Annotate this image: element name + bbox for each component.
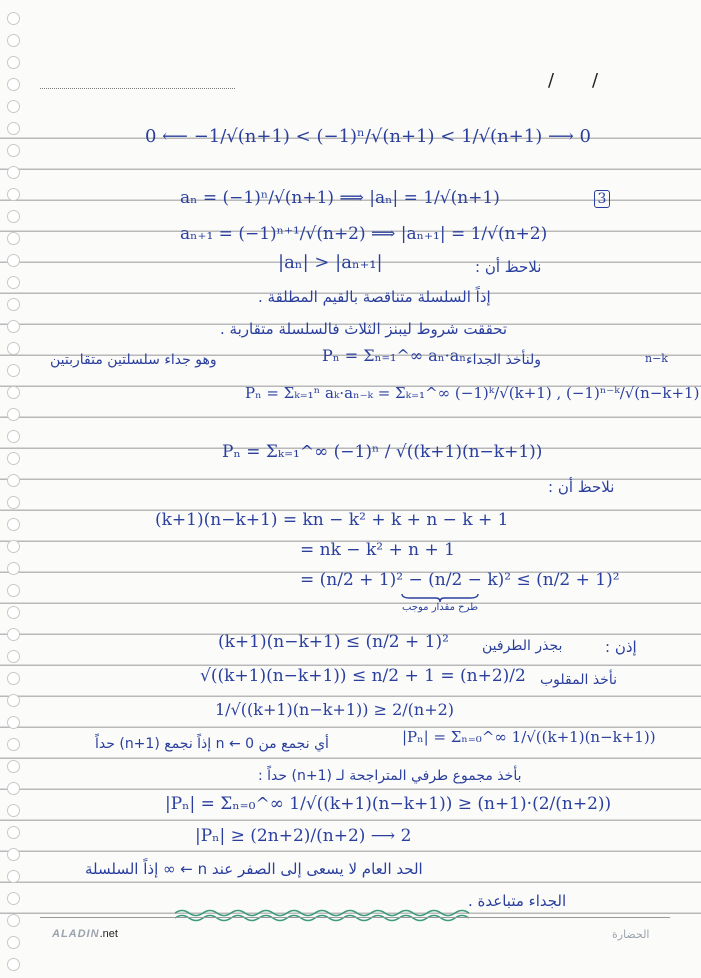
abs-pn-sum: |Pₙ| = Σₙ₌₀^∞ 1/√((k+1)(n−k+1))	[402, 728, 656, 746]
footer-rule	[40, 917, 670, 918]
binder-hole	[7, 584, 20, 597]
binder-hole	[7, 12, 20, 25]
abs-compare: |aₙ| > |aₙ₊₁|	[278, 252, 383, 273]
binder-hole	[7, 298, 20, 311]
binder-hole	[7, 650, 20, 663]
binder-hole	[7, 848, 20, 861]
binder-hole	[7, 892, 20, 905]
an1-definition: aₙ₊₁ = (−1)ⁿ⁺¹/√(n+2) ⟹ |aₙ₊₁| = 1/√(n+2)	[180, 224, 548, 244]
underbrace-label: طرح مقدار موجب	[402, 602, 479, 613]
note-heading-1: نلاحظ أن :	[475, 258, 542, 276]
cauchy-text-right: وهو جداء سلسلتين متقاربتين	[50, 352, 217, 368]
binder-hole	[7, 628, 20, 641]
binder-hole	[7, 100, 20, 113]
limit-line: |Pₙ| ≥ (2n+2)/(n+2) ⟶ 2	[195, 826, 412, 846]
final-conclusion-1: الحد العام لا يسعى إلى الصفر عند n ← ∞ إذاً السلسلة	[85, 860, 423, 878]
conclusion-leibniz: تحققت شروط ليبنز الثلاث فالسلسلة متقاربة .	[220, 320, 508, 338]
binder-hole	[7, 408, 20, 421]
an-definition: aₙ = (−1)ⁿ/√(n+1) ⟹ |aₙ| = 1/√(n+1)	[180, 188, 500, 208]
binder-hole	[7, 188, 20, 201]
cauchy-text-left: ولنأخذ الجداء	[466, 352, 541, 368]
binder-hole	[7, 606, 20, 619]
binder-hole	[7, 474, 20, 487]
pn-sum: Pₙ = Σₖ₌₁^∞ (−1)ⁿ / √((k+1)(n−k+1))	[222, 442, 543, 462]
binder-hole	[7, 694, 20, 707]
pn-expansion: Pₙ = Σₖ₌₁ⁿ aₖ·aₙ₋ₖ = Σₖ₌₁^∞ (−1)ᵏ/√(k+1) , (−1)ⁿ⁻ᵏ/√(n−k+1)	[245, 384, 700, 402]
binder-hole	[7, 782, 20, 795]
binder-hole	[7, 210, 20, 223]
expansion-line-2: = nk − k² + n + 1	[300, 540, 455, 560]
expansion-line-3: = (n/2 + 1)² − (n/2 − k)² ≤ (n/2 + 1)²	[300, 570, 620, 590]
reciprocal-inequality: 1/√((k+1)(n−k+1)) ≥ 2/(n+2)	[215, 700, 455, 719]
binder-hole	[7, 254, 20, 267]
binder-hole	[7, 518, 20, 531]
binder-hole	[7, 760, 20, 773]
term-label: n−k	[645, 352, 668, 365]
binder-hole	[7, 232, 20, 245]
binder-holes	[2, 0, 24, 978]
binder-hole	[7, 430, 20, 443]
section-number-badge: 3	[594, 190, 610, 208]
conclusion-decreasing: إذاً السلسلة متناقصة بالقيم المطلقة .	[258, 288, 491, 306]
binder-hole	[7, 78, 20, 91]
binder-hole	[7, 166, 20, 179]
binder-hole	[7, 364, 20, 377]
note-heading-2: نلاحظ أن :	[548, 478, 615, 496]
binder-hole	[7, 320, 20, 333]
binder-hole	[7, 122, 20, 135]
cauchy-product-def: Pₙ = Σₙ₌₁^∞ aₙ·aₙ	[322, 346, 467, 365]
sum-both-sides-note: بأخذ مجموع طرفي المتراجحة لـ (n+1) حداً :	[258, 768, 522, 784]
binder-hole	[7, 870, 20, 883]
binder-hole	[7, 804, 20, 817]
binder-hole	[7, 914, 20, 927]
binder-hole	[7, 562, 20, 575]
binder-hole	[7, 958, 20, 971]
binder-hole	[7, 738, 20, 751]
binder-hole	[7, 144, 20, 157]
binder-hole	[7, 672, 20, 685]
binder-hole	[7, 386, 20, 399]
date-slash-1: /	[548, 70, 555, 91]
binder-hole	[7, 716, 20, 729]
binder-hole	[7, 826, 20, 839]
sqrt-inequality: √((k+1)(n−k+1)) ≤ n/2 + 1 = (n+2)/2	[200, 666, 526, 686]
binder-hole	[7, 936, 20, 949]
binder-hole	[7, 56, 20, 69]
underbrace	[400, 592, 480, 602]
brand-mark: الحضارة	[612, 928, 650, 941]
inequality-line: 0 ⟵ −1/√(n+1) < (−1)ⁿ/√(n+1) < 1/√(n+1) ⟶ 0	[145, 126, 591, 147]
expansion-line-1: (k+1)(n−k+1) = kn − k² + k + n − k + 1	[155, 510, 509, 530]
sqrt-both-sides-note: بجذر الطرفين	[482, 638, 563, 654]
date-slash-2: /	[592, 70, 599, 91]
page-footer-area	[0, 916, 701, 978]
decorative-wave	[175, 908, 475, 922]
binder-hole	[7, 452, 20, 465]
abs-pn-inequality: |Pₙ| = Σₙ₌₀^∞ 1/√((k+1)(n−k+1)) ≥ (n+1)·(2/(n+2))	[165, 794, 612, 814]
page-header-area	[0, 0, 701, 110]
binder-hole	[7, 342, 20, 355]
binder-hole	[7, 34, 20, 47]
binder-hole	[7, 540, 20, 553]
binder-hole	[7, 496, 20, 509]
binder-hole	[7, 276, 20, 289]
therefore-label: إذن :	[605, 638, 637, 656]
reciprocal-note: نأخذ المقلوب	[540, 672, 617, 688]
header-dotted-line	[40, 88, 235, 89]
square-inequality: (k+1)(n−k+1) ≤ (n/2 + 1)²	[218, 632, 449, 652]
aladin-logo: ALADIN.net	[52, 928, 118, 940]
sum-count-note: أي نجمع من 0 ← n إذاً نجمع (n+1) حداً	[95, 736, 329, 752]
final-conclusion-2: الجداء متباعدة .	[468, 892, 567, 910]
